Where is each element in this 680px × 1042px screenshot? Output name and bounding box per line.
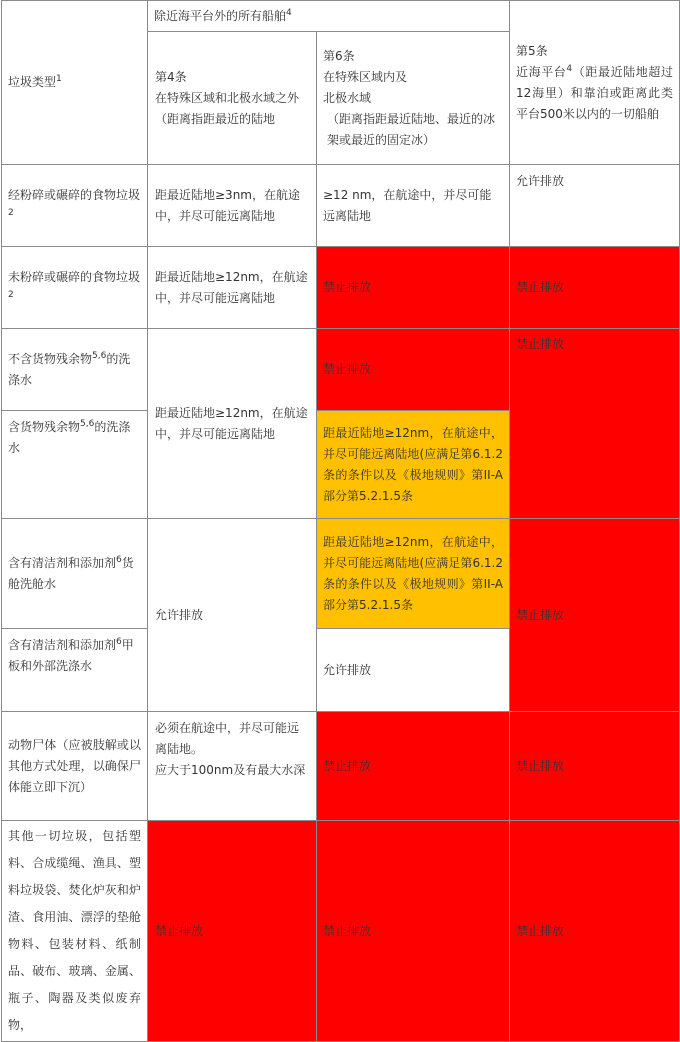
rule4-cell: 距最近陆地≥3nm，在航途中，并尽可能远离陆地: [148, 165, 317, 247]
footnote-ref: 6: [116, 554, 122, 565]
rule4-line: 应大于100nm及有最大水深: [155, 763, 306, 777]
footnote-ref: 2: [8, 289, 14, 300]
rule6-prohibited-cell: 禁止排放: [317, 329, 510, 411]
garbage-type-label-cont: 的洗涤水: [8, 420, 131, 455]
header-rule-6: [317, 32, 510, 165]
header-rule-4: [148, 32, 317, 165]
table-row: [2, 519, 680, 629]
rule6-prohibited-cell: 禁止排放: [317, 712, 510, 821]
footnote-ref: 4: [566, 63, 573, 74]
garbage-type-label: 不含货物残余物: [8, 351, 93, 366]
garbage-type-cell: 其他一切垃圾，包括塑料、合成缆绳、渔具、塑料垃圾袋、焚化炉灰和炉渣、食用油、漂浮的垫舱物料、包装材料、纸制品、破布、玻璃、金属、瓶子、陶器及类似废弃物，: [2, 821, 148, 1042]
footnote-ref: 6: [116, 637, 122, 647]
header-garbage-type: [2, 1, 148, 165]
rule6-scope-polar: 北极水域: [323, 90, 372, 105]
garbage-type-label: 含货物残余物: [8, 420, 81, 434]
table-row: [2, 712, 680, 821]
table-row: [2, 329, 680, 411]
footnote-ref: 2: [8, 207, 14, 218]
rule6-prohibited-cell: 禁止排放: [317, 247, 510, 329]
footnote-ref: 5,6: [80, 419, 95, 429]
rule4-cell: 距最近陆地≥12nm，在航途中，并尽可能远离陆地: [148, 329, 317, 519]
table-row: [2, 821, 680, 1042]
rule5-prohibited-cell: 禁止排放: [510, 247, 680, 329]
rule6-note: （距离指距最近陆地、最近的冰架或最近的固定冰）: [327, 111, 496, 147]
rule6-prohibited-cell: 禁止排放: [317, 821, 510, 1042]
garbage-type-label: 含有清洁剂和添加剂: [8, 555, 117, 570]
garbage-type-cell: 动物尸体（应被肢解或以其他方式处理，以确保尸体能立即下沉）: [2, 712, 148, 821]
garbage-type-cell: [2, 411, 148, 519]
rule4-cell: 距最近陆地≥12nm，在航途中，并尽可能远离陆地: [148, 247, 317, 329]
garbage-type-cell: [2, 629, 148, 712]
garbage-type-cell: [2, 329, 148, 411]
rule4-note: （距离指距最近的陆地: [155, 111, 276, 126]
table-row: [2, 165, 680, 247]
rule5-prohibited-cell: 禁止排放: [510, 712, 680, 821]
rule4-cell: [148, 712, 317, 821]
rule5-description: [516, 62, 673, 125]
rule5-prohibited-cell: 禁止排放: [510, 329, 680, 519]
rule6-conditional-cell: 距最近陆地≥12nm，在航途中，并尽可能远离陆地(应满足第6.1.2条的条件以及《极地规则》第II-A部分第5.2.1.5条: [317, 411, 510, 519]
garbage-type-cell: [2, 519, 148, 629]
rule4-cell: 允许排放: [148, 519, 317, 712]
garbage-type-cell: [2, 165, 148, 247]
rule5-title: 第5条: [516, 43, 548, 58]
footnote-ref: 1: [56, 74, 62, 84]
header-all-ships: [148, 1, 510, 32]
rule5-prohibited-cell: 禁止排放: [510, 519, 680, 712]
header-all-ships-label: 除近海平台外的所有船舶: [154, 8, 287, 23]
rule6-scope: 在特殊区域内及: [323, 69, 408, 84]
garbage-discharge-table: [1, 0, 680, 1042]
garbage-type-label: 未粉碎或碾碎的食物垃圾: [8, 269, 141, 284]
rule6-cell: 允许排放: [317, 629, 510, 712]
garbage-type-cell: [2, 247, 148, 329]
rule5-cell: 允许排放: [510, 165, 680, 247]
rule5-prohibited-cell: 禁止排放: [510, 821, 680, 1042]
rule4-title: 第4条: [155, 69, 187, 84]
garbage-type-label-cont: 货舱洗舱水: [8, 555, 134, 591]
rule4-scope: 在特殊区域和北极水域之外: [155, 90, 300, 105]
rule4-prohibited-cell: 禁止排放: [148, 821, 317, 1042]
rule5-platform-detail: （距最近陆地超过12海里）和靠泊或距离此类平台500米以内的一切船舶: [516, 64, 673, 121]
header-garbage-type-label: 垃圾类型: [8, 75, 57, 89]
garbage-type-label-cont: 的洗涤水: [8, 351, 131, 387]
rule6-cell: ≥12 nm，在航途中，并尽可能远离陆地: [317, 165, 510, 247]
header-rule-5: [510, 1, 680, 165]
garbage-type-label-cont: 甲板和外部洗涤水: [8, 638, 134, 673]
footnote-ref: 5,6: [92, 350, 107, 361]
rule5-platform-label: 近海平台: [516, 64, 567, 79]
rule6-title: 第6条: [323, 48, 355, 63]
garbage-type-label: 经粉碎或碾碎的食物垃圾: [8, 187, 141, 202]
footnote-ref: 4: [286, 7, 292, 18]
rule6-conditional-cell: 距最近陆地≥12nm，在航途中，并尽可能远离陆地(应满足第6.1.2条的条件以及《极地规则》第II-A部分第5.2.1.5条: [317, 519, 510, 629]
table-row: [2, 247, 680, 329]
rule4-line: 必须在航途中，并尽可能远离陆地。: [155, 721, 300, 756]
garbage-type-label: 含有清洁剂和添加剂: [8, 638, 117, 652]
